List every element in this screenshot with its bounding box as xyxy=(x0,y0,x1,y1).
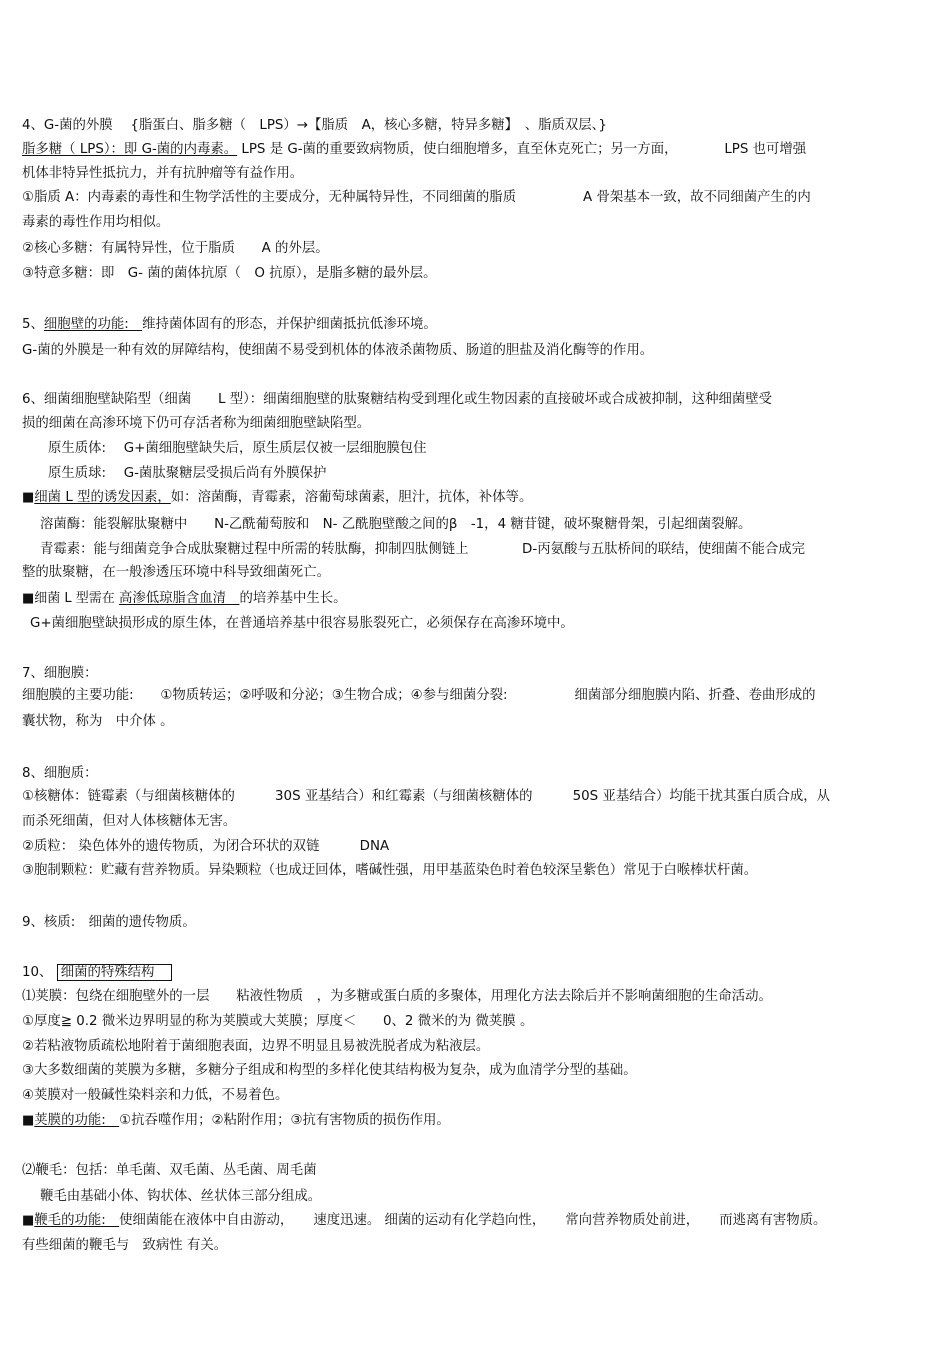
text-line: ⑴荚膜：包绕在细胞壁外的一层 粘液性物质 ，为多糖或蛋白质的多聚体，用理化方法去除后并不影响菌细胞的生命活动。 xyxy=(22,989,772,1004)
text-line: 原生质体: G+菌细胞壁缺失后，原生质层仅被一层细胞膜包住 xyxy=(48,441,427,456)
text-line: ②质粒： 染色体外的遗传物质，为闭合环状的双链 DNA xyxy=(22,839,390,854)
text-line: 整的肽聚糖，在一般渗透压环境中科导致细菌死亡。 xyxy=(22,565,330,580)
text-line: G+菌细胞壁缺损形成的原生体，在普通培养基中很容易胀裂死亡，必须保存在高渗环境中。 xyxy=(30,616,574,631)
text-line: ①核糖体：链霉素（与细菌核糖体的 30S 亚基结合）和红霉素（与细菌核糖体的 50S 亚基结合）均能干扰其蛋白质合成，从 xyxy=(22,789,831,804)
text-line: ①脂质 A：内毒素的毒性和生物学活性的主要成分，无种属特异性，不同细菌的脂质 A 骨架基本一致，故不同细菌产生的内 xyxy=(22,190,811,205)
text-line: 细胞膜的主要功能: ①物质转运；②呼吸和分泌；③生物合成；④参与细菌分裂: 细菌部分细胞膜内陷、折叠、卷曲形成的 xyxy=(22,688,816,703)
text-line: 有些细菌的鞭毛与 致病性 有关。 xyxy=(22,1238,228,1253)
text-line: ③特意多糖：即 G- 菌的菌体抗原（ O 抗原），是脂多糖的最外层。 xyxy=(22,266,437,281)
text-line: ■荚膜的功能: ①抗吞噬作用；②粘附作用；③抗有害物质的损伤作用。 xyxy=(22,1113,450,1128)
text-line: 而杀死细菌，但对人体核糖体无害。 xyxy=(22,814,237,829)
text-line: 损的细菌在高渗环境下仍可存活者称为细菌细胞壁缺陷型。 xyxy=(22,416,371,431)
text-line: ①厚度≧ 0.2 微米边界明显的称为荚膜或大荚膜；厚度＜ 0、2 微米的为 微荚膜 。 xyxy=(22,1014,534,1029)
text-line: 囊状物，称为 中介体 。 xyxy=(22,714,174,729)
text-line: 溶菌酶：能裂解肽聚糖中 N-乙酰葡萄胺和 N- 乙酰胞壁酸之间的β -1，4 糖苷键，破坏聚糖骨架，引起细菌裂解。 xyxy=(40,517,752,532)
text-line: 青霉素：能与细菌竞争合成肽聚糖过程中所需的转肽酶，抑制四肽侧链上 D-丙氨酸与五肽桥间的联结，使细菌不能合成完 xyxy=(40,542,806,557)
text-line: ④荚膜对一般碱性染料亲和力低，不易着色。 xyxy=(22,1088,289,1103)
text-line: 毒素的毒性作用均相似。 xyxy=(22,215,170,230)
section-heading: 9、核质: 细菌的遗传物质。 xyxy=(22,915,196,930)
boxed-heading: 细菌的特殊结构 xyxy=(57,964,172,981)
section-heading: 8、细胞质： xyxy=(22,766,98,781)
text-line: ②若粘液物质疏松地附着于菌细胞表面，边界不明显且易被洗脱者成为粘液层。 xyxy=(22,1039,490,1054)
section-heading: 5、细胞壁的功能: 维持菌体固有的形态，并保护细菌抵抗低渗环境。 xyxy=(22,317,437,332)
text-line: ■细菌 L 型需在 高渗低琼脂含血清 的培养基中生长。 xyxy=(22,591,347,606)
section-heading: 6、细菌细胞壁缺陷型（细菌 L 型）：细菌细胞壁的肽聚糖结构受到理化或生物因素的直接破坏或合成被抑制，这种细菌壁受 xyxy=(22,392,773,407)
text-line: 原生质球: G-菌肽聚糖层受损后尚有外膜保护 xyxy=(48,466,327,481)
section-heading: 10、 细菌的特殊结构 xyxy=(22,964,172,982)
text-line: ■鞭毛的功能: 使细菌能在液体中自由游动， 速度迅速。 细菌的运动有化学趋向性， 常向营养物质处前进， 而逃离有害物质。 xyxy=(22,1213,827,1228)
text-line: ⑵鞭毛：包括：单毛菌、双毛菌、丛毛菌、周毛菌 xyxy=(22,1163,317,1178)
text-line: ■细菌 L 型的诱发因素，如：溶菌酶，青霉素，溶葡萄球菌素，胆汁，抗体，补体等。 xyxy=(22,490,533,505)
text-line: ③胞制颗粒：贮藏有营养物质。异染颗粒（也成迂回体，嗜碱性强，用甲基蓝染色时着色较深呈紫色）常见于白喉棒状杆菌。 xyxy=(22,863,758,878)
text-line: ③大多数细菌的荚膜为多糖，多糖分子组成和构型的多样化使其结构极为复杂，成为血清学分型的基础。 xyxy=(22,1063,637,1078)
text-line: 鞭毛由基础小体、钩状体、丝状体三部分组成。 xyxy=(40,1189,322,1204)
text-line: ②核心多糖：有属特异性，位于脂质 A 的外层。 xyxy=(22,241,329,256)
text-line: 脂多糖（ LPS）：即 G-菌的内毒素。 LPS 是 G-菌的重要致病物质，使白细胞增多，直至休克死亡；另一方面， LPS 也可增强 xyxy=(22,142,807,157)
text-line: G-菌的外膜是一种有效的屏障结构，使细菌不易受到机体的体液杀菌物质、肠道的胆盐及消化酶等的作用。 xyxy=(22,343,654,358)
text-line: 机体非特异性抵抗力，并有抗肿瘤等有益作用。 xyxy=(22,166,304,181)
section-heading: 7、细胞膜： xyxy=(22,666,98,681)
text-line: 4、G-菌的外膜 {脂蛋白、脂多糖（ LPS）→【脂质 A，核心多糖，特异多糖】 、脂质双层、} xyxy=(22,118,607,133)
